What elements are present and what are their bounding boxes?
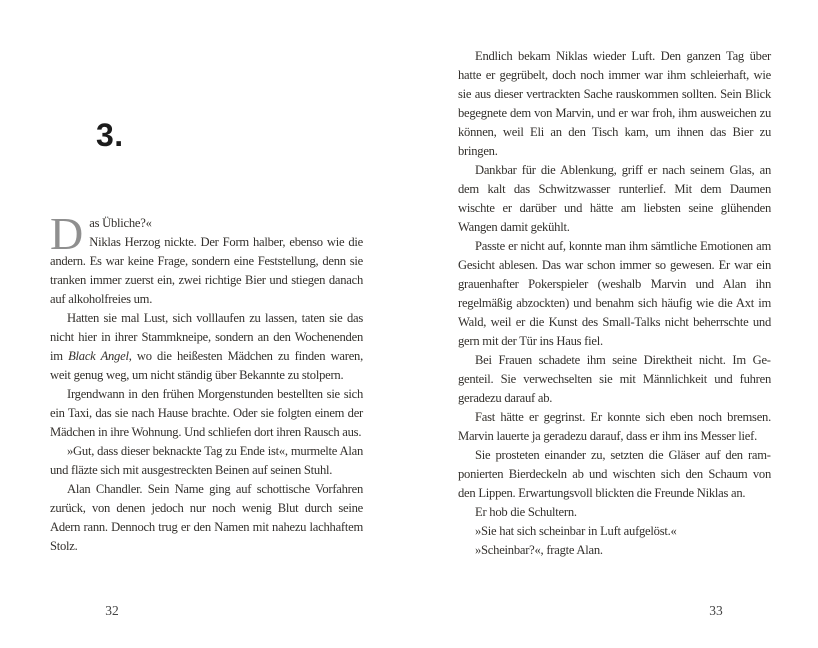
chapter-number-heading: 3. bbox=[96, 117, 124, 153]
paragraph: Passte er nicht auf, konnte man ihm sämtliche Emotionen am Gesicht ablesen. Das war schon immer so gewesen. Er war ein grauenhafter Pokerspieler (weshalb Marvin und Alan ihn regelmäßig abzockten) und benahm sich häufig wie die Axt im Wald, weil er die Kunst des Small-Talks nicht beherrschte und gern mit der Tür ins Haus fiel. bbox=[458, 239, 771, 348]
paragraph: Fast hätte er gegrinst. Er konnte sich eben noch bremsen. Marvin lauerte ja geradezu darauf, dass er ihm ins Messer lief. bbox=[458, 410, 771, 443]
drop-cap: D bbox=[50, 208, 84, 259]
page-number-left: 32 bbox=[105, 603, 119, 618]
paragraph: Alan Chandler. Sein Name ging auf schottische Vorfahren zurück, von denen jedoch nur noch wenig Blut durch seine Adern rann. Dennoch trug er den Namen mit nahezu lachhaftem Stolz. bbox=[50, 482, 363, 553]
paragraph bbox=[50, 309, 363, 385]
right-page-text-block bbox=[458, 47, 771, 560]
opening-paragraph bbox=[50, 208, 363, 309]
paragraph-dialogue: »Scheinbar?«, fragte Alan. bbox=[475, 543, 603, 557]
paragraph-dialogue: »Sie hat sich scheinbar in Luft aufgelöst.« bbox=[475, 524, 677, 538]
paragraph: Er hob die Schultern. bbox=[475, 505, 577, 519]
right-page bbox=[409, 0, 818, 648]
paragraph-dialogue: »Gut, dass dieser beknackte Tag zu Ende ist«, murmelte Alan und fläzte sich mit ausgestreckten Beinen auf seinen Stuhl. bbox=[50, 444, 363, 477]
paragraph: Endlich bekam Niklas wieder Luft. Den ganzen Tag über hatte er gegrübelt, doch noch immer war ihm schleierhaft, wie sie aus dieser vertrackten Sache rauskommen sollten. Sein Blick begegnete dem von Marvin, und er war froh, ihm ausweichen zu können, weil Eli an den Tisch kam, um ihnen das Bier zu bringen. bbox=[458, 49, 771, 158]
page-number-right: 33 bbox=[709, 603, 723, 618]
paragraph-dialogue-opening: as Übliche?« bbox=[89, 216, 152, 230]
paragraph: Bei Frauen schadete ihm seine Direktheit nicht. Im Gegenteil. Sie verwechselten sie mit Männlichkeit und fuhren geradezu darauf ab. bbox=[458, 353, 771, 405]
paragraph: Irgendwann in den frühen Morgenstunden bestellten sie sich ein Taxi, das sie nach Hause brachte. Oder sie folgten einem der Mädchen in ihre Wohnung. Und schliefen dort ihren Rausch aus. bbox=[50, 387, 363, 439]
paragraph: Niklas Herzog nickte. Der Form halber, ebenso wie die andern. Es war keine Frage, sondern eine Feststellung, denn sie tranken immer zuerst ein, zwei richtige Bier und stiegen danach auf alkoholfreies um. bbox=[50, 235, 363, 306]
paragraph: Sie prosteten einander zu, setzten die Gläser auf den ramponierten Bierdeckeln ab und wischten sich den Schaum von den Lippen. Erwartungsvoll blickten die Freunde Niklas an. bbox=[458, 448, 771, 500]
paragraph-text: , wo die heißesten Mädchen zu finden waren, weit genug weg, um nicht ständig über Bekannte zu stolpern. bbox=[50, 349, 364, 382]
left-page-text-block bbox=[50, 208, 364, 556]
bar-name-italic: Black Angel bbox=[68, 349, 129, 363]
paragraph-text: Hatten sie mal Lust, sich volllaufen zu lassen, taten sie das nicht hier in ihrer Stammkneipe, sondern an den Wochenenden im bbox=[50, 311, 363, 363]
paragraph: Dankbar für die Ablenkung, griff er nach seinem Glas, an dem kalt das Schwitzwasser runterlief. Mit dem Daumen wischte er darüber und hätte am liebsten seine glühenden Wangen damit gekühlt. bbox=[458, 163, 771, 234]
